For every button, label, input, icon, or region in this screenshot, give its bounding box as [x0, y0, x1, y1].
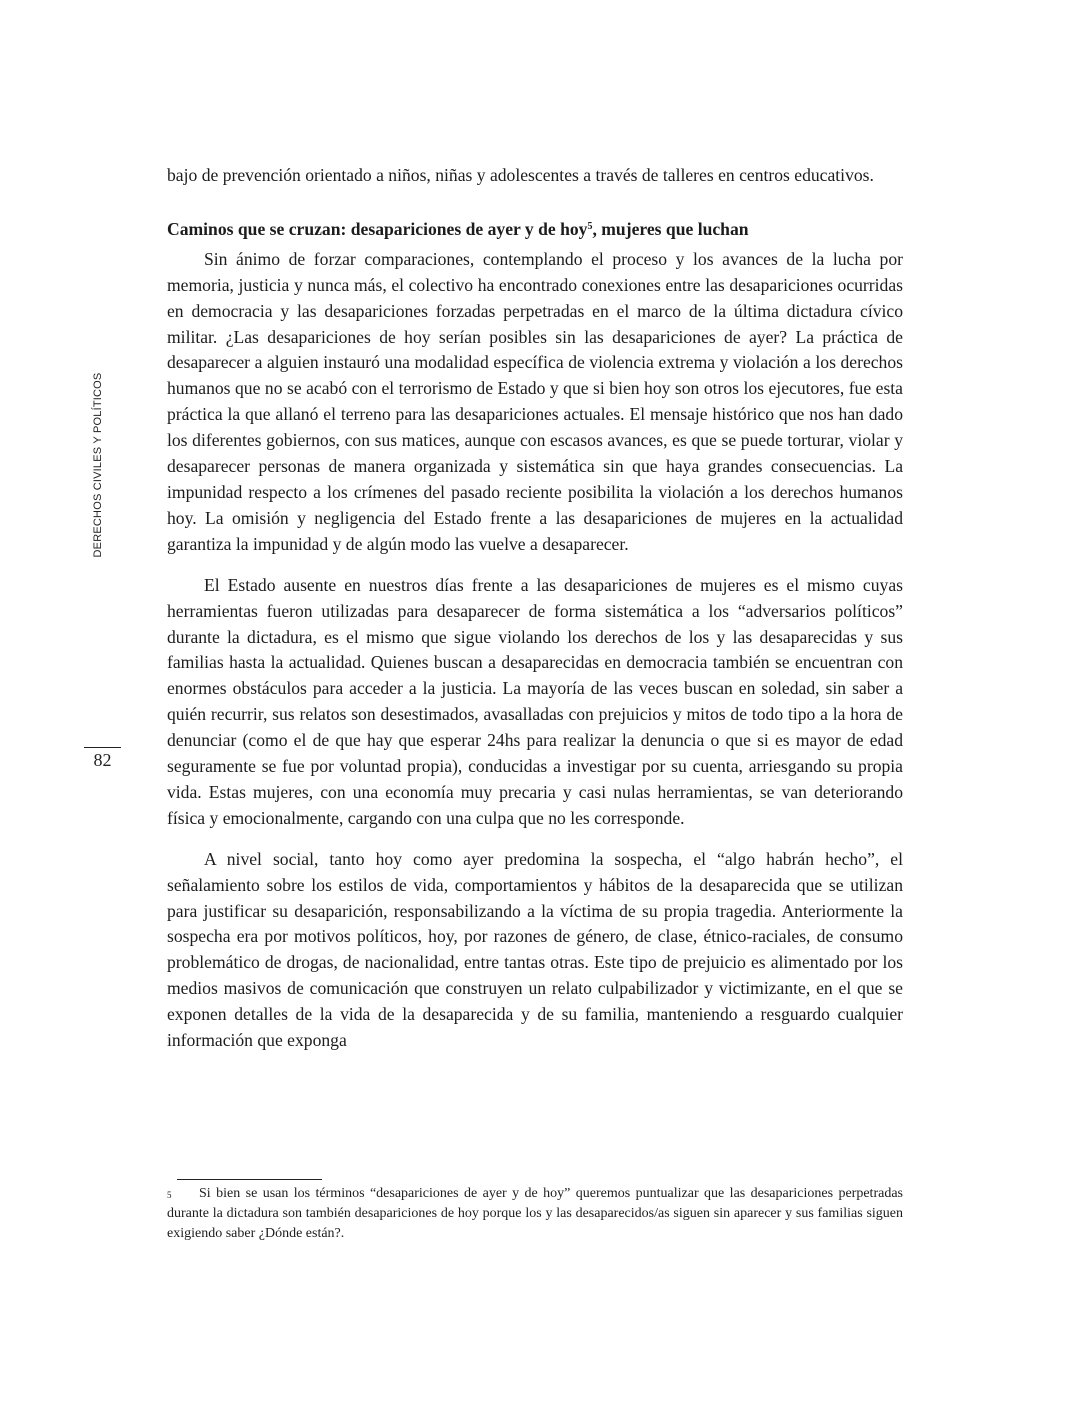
- running-section-label: DERECHOS CIVILES Y POLÍTICOS: [92, 372, 104, 558]
- page-number: 82: [93, 750, 112, 770]
- paragraph-1: Sin ánimo de forzar comparaciones, contemplando el proceso y los avances de la lucha por memoria, justicia y nunca más, el colectivo ha encontrado conexiones entre las desapariciones ocurridas en democracia y las desapariciones forzadas perpetradas en el marco de la última dictadura cívico militar. ¿Las desapariciones de hoy serían posibles sin las desapariciones de ayer? La práctica de desaparecer a alguien instauró una modalidad específica de violencia extrema y violación a los derechos humanos que no se acabó con el terrorismo de Estado y que si bien hoy son otros los ejecutores, fue esta práctica la que allanó el terreno para las desapariciones actuales. El mensaje histórico que nos han dado los diferentes gobiernos, con sus matices, aunque con escasos avances, es que se puede torturar, violar y desaparecer personas de manera organizada y sistemática sin que haya grandes consecuencias. La impunidad respecto a los crímenes del pasado reciente posibilita la violación a los derechos humanos hoy. La omisión y negligencia del Estado frente a las desapariciones de mujeres en la actualidad garantiza la impunidad y de algún modo las vuelve a desaparecer.: [167, 248, 903, 554]
- page-number-rule: [84, 747, 121, 748]
- section-heading-suffix: , mujeres que luchan: [592, 218, 749, 239]
- body-text: [167, 163, 903, 1054]
- section-heading-text: Caminos que se cruzan: desapariciones de ayer y de hoy: [167, 218, 588, 239]
- intro-paragraph: bajo de prevención orientado a niños, niñas y adolescentes a través de talleres en centros educativos.: [167, 165, 874, 185]
- paragraph-3: A nivel social, tanto hoy como ayer predomina la sospecha, el “algo habrán hecho”, el señalamiento sobre los estilos de vida, comportamientos y hábitos de la desaparecida que se utilizan para justificar su desaparición, responsabilizando a la víctima de su propia tragedia. Anteriormente la sospecha era por motivos políticos, hoy, por razones de género, de clase, étnico-raciales, de consumo problemático de drogas, de nacionalidad, entre tantas otras. Este tipo de prejuicio es alimentado por los medios masivos de comunicación que construyen un relato culpabilizador y victimizante, en el que se exponen detalles de la vida de la desaparecida y de su familia, manteniendo a resguardo cualquier información que exponga: [167, 848, 903, 1051]
- footnote-text: Si bien se usan los términos “desapariciones de ayer y de hoy” queremos puntualizar que las desapariciones perpetradas durante la dictadura son también desapariciones de hoy porque los y las desaparecidos/as siguen sin aparecer y sus familias siguen exigiendo saber ¿Dónde están?.: [167, 1186, 903, 1241]
- footnote-reference[interactable]: 5: [587, 220, 593, 232]
- footnote-marker: 5: [167, 1190, 172, 1200]
- section-heading: [167, 217, 903, 243]
- footnote: [167, 1184, 903, 1244]
- paragraph-2: El Estado ausente en nuestros días frente a las desapariciones de mujeres es el mismo cuyas herramientas fueron utilizadas para desaparecer de forma sistemática a los “adversarios políticos” durante la dictadura, es el mismo que sigue violando los derechos de los y las desaparecidas y sus familias hasta la actualidad. Quienes buscan a desaparecidas en democracia también se encuentran con enormes obstáculos para acceder a la justicia. La mayoría de las veces buscan en soledad, sin saber a quién recurrir, sus relatos son desestimados, avasalladas con prejuicios y mitos de todo tipo a la hora de denunciar (como el de que hay que esperar 24hs para realizar la denuncia o que si es mayor de edad seguramente se fue por voluntad propia), conducidas a investigar por su cuenta, arriesgando su propia vida. Estas mujeres, con una economía muy precaria y casi nulas herramientas, se van deteriorando física y emocionalmente, cargando con una culpa que no les corresponde.: [167, 574, 903, 828]
- footnote-separator: [177, 1179, 322, 1180]
